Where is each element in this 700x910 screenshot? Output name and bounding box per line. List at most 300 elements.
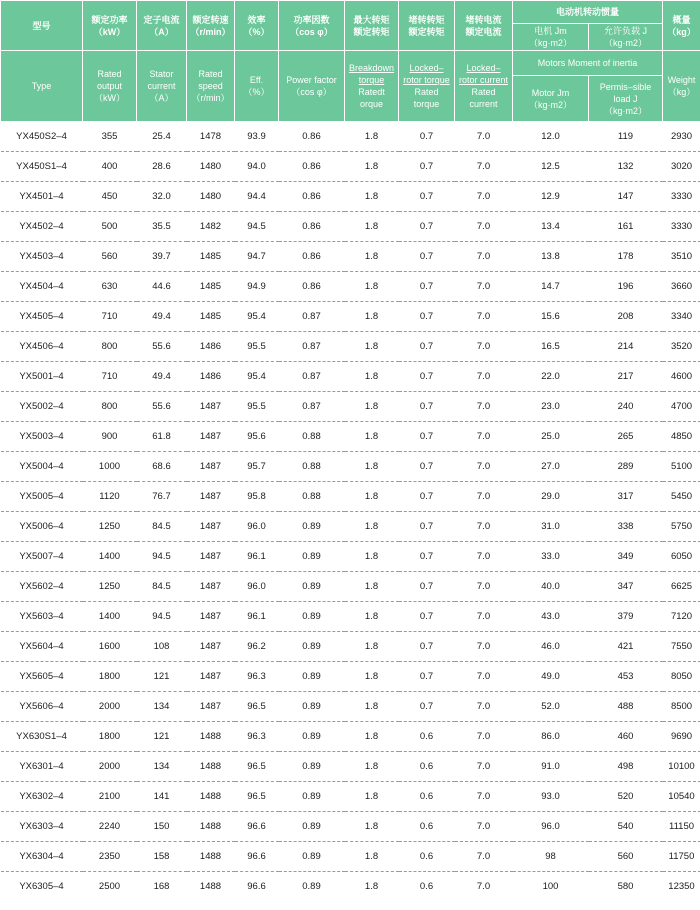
header-en-breakdown — [345, 51, 399, 122]
cell-weight: 3020 — [663, 152, 700, 182]
cell-power: 1600 — [83, 632, 137, 662]
header-en-breakdown-bottom: Ratedt orque — [358, 87, 385, 109]
header-en-pf: Power factor （cos φ） — [279, 51, 345, 122]
cell-max-torque: 1.8 — [345, 182, 399, 212]
cell-current: 76.7 — [137, 482, 187, 512]
cell-max-torque: 1.8 — [345, 122, 399, 152]
cell-pf: 0.89 — [279, 782, 345, 812]
header-en-model: Type — [1, 51, 83, 122]
cell-motor-jm: 15.6 — [513, 302, 589, 332]
table-row — [1, 752, 700, 782]
table-row — [1, 632, 700, 662]
cell-motor-jm: 93.0 — [513, 782, 589, 812]
cell-load-j: 560 — [589, 842, 663, 872]
cell-model: YX5602–4 — [1, 572, 83, 602]
cell-model: YX5002–4 — [1, 392, 83, 422]
cell-motor-jm: 16.5 — [513, 332, 589, 362]
cell-current: 61.8 — [137, 422, 187, 452]
cell-pf: 0.89 — [279, 572, 345, 602]
cell-pf: 0.89 — [279, 632, 345, 662]
cell-pf: 0.86 — [279, 272, 345, 302]
table-row — [1, 302, 700, 332]
cell-load-j: 132 — [589, 152, 663, 182]
cell-speed: 1482 — [187, 212, 235, 242]
cell-motor-jm: 46.0 — [513, 632, 589, 662]
cell-load-j: 421 — [589, 632, 663, 662]
cell-load-j: 119 — [589, 122, 663, 152]
cell-model: YX4506–4 — [1, 332, 83, 362]
cell-max-torque: 1.8 — [345, 362, 399, 392]
cell-weight: 5100 — [663, 452, 700, 482]
cell-load-j: 178 — [589, 242, 663, 272]
cell-power: 2000 — [83, 752, 137, 782]
cell-max-torque: 1.8 — [345, 152, 399, 182]
cell-locked-torque: 0.6 — [399, 752, 455, 782]
table-row — [1, 272, 700, 302]
cell-load-j: 217 — [589, 362, 663, 392]
cell-load-j: 338 — [589, 512, 663, 542]
cell-speed: 1487 — [187, 632, 235, 662]
cell-pf: 0.88 — [279, 422, 345, 452]
cell-current: 141 — [137, 782, 187, 812]
cell-speed: 1480 — [187, 182, 235, 212]
cell-speed: 1488 — [187, 722, 235, 752]
cell-locked-torque: 0.7 — [399, 242, 455, 272]
cell-load-j: 208 — [589, 302, 663, 332]
cell-power: 800 — [83, 392, 137, 422]
cell-model: YX6302–4 — [1, 782, 83, 812]
cell-speed: 1487 — [187, 542, 235, 572]
cell-current: 108 — [137, 632, 187, 662]
cell-pf: 0.89 — [279, 722, 345, 752]
header-zh-load-j: 允许负载 J （kg·m2） — [589, 24, 663, 51]
cell-power: 1800 — [83, 722, 137, 752]
cell-locked-current: 7.0 — [455, 152, 513, 182]
cell-max-torque: 1.8 — [345, 662, 399, 692]
cell-eff: 93.9 — [235, 122, 279, 152]
header-zh-locked-torque: 堵转转矩 额定转矩 — [399, 1, 455, 51]
header-en-motor-jm: Motor Jm （kg·m2） — [513, 76, 589, 122]
table-row — [1, 662, 700, 692]
cell-pf: 0.86 — [279, 242, 345, 272]
cell-motor-jm: 14.7 — [513, 272, 589, 302]
cell-motor-jm: 49.0 — [513, 662, 589, 692]
cell-weight: 10100 — [663, 752, 700, 782]
cell-load-j: 498 — [589, 752, 663, 782]
cell-load-j: 265 — [589, 422, 663, 452]
cell-pf: 0.89 — [279, 512, 345, 542]
cell-locked-torque: 0.7 — [399, 512, 455, 542]
cell-power: 710 — [83, 302, 137, 332]
table-row — [1, 332, 700, 362]
cell-power: 500 — [83, 212, 137, 242]
cell-power: 1400 — [83, 602, 137, 632]
cell-model: YX450S1–4 — [1, 152, 83, 182]
header-zh-motor-jm: 电机 Jm （kg·m2） — [513, 24, 589, 51]
cell-pf: 0.89 — [279, 662, 345, 692]
cell-load-j: 289 — [589, 452, 663, 482]
cell-weight: 2930 — [663, 122, 700, 152]
cell-weight: 9690 — [663, 722, 700, 752]
cell-current: 68.6 — [137, 452, 187, 482]
cell-weight: 3330 — [663, 182, 700, 212]
cell-speed: 1488 — [187, 752, 235, 782]
cell-current: 168 — [153, 881, 170, 892]
cell-max-torque: 1.8 — [345, 452, 399, 482]
cell-load-j: 580 — [617, 881, 634, 892]
cell-motor-jm: 100 — [542, 881, 559, 892]
cell-speed: 1487 — [187, 392, 235, 422]
cell-power: 560 — [83, 242, 137, 272]
header-zh-max-torque: 最大转矩 额定转矩 — [345, 1, 399, 51]
cell-model: YX4502–4 — [1, 212, 83, 242]
cell-eff: 96.5 — [235, 752, 279, 782]
cell-power: 2000 — [83, 692, 137, 722]
cell-current: 44.6 — [137, 272, 187, 302]
cell-power: 450 — [83, 182, 137, 212]
cell-power: 2500 — [98, 881, 121, 892]
header-zh-model: 型号 — [1, 1, 83, 51]
cell-current: 134 — [137, 692, 187, 722]
cell-model: YX6304–4 — [1, 842, 83, 872]
cell-locked-torque: 0.7 — [399, 152, 455, 182]
cell-speed: 1480 — [187, 152, 235, 182]
cell-locked-current: 7.0 — [455, 512, 513, 542]
cell-speed: 1488 — [187, 842, 235, 872]
cell-power: 800 — [83, 332, 137, 362]
cell-speed: 1478 — [187, 122, 235, 152]
cell-locked-current: 7.0 — [455, 122, 513, 152]
cell-power: 1000 — [83, 452, 137, 482]
header-en-weight: Weight （kg） — [663, 51, 700, 122]
cell-current: 150 — [137, 812, 187, 842]
cell-eff: 95.6 — [235, 422, 279, 452]
cell-eff: 95.8 — [235, 482, 279, 512]
cell-weight: 3660 — [663, 272, 700, 302]
cell-model: YX5003–4 — [1, 422, 83, 452]
cell-pf: 0.89 — [279, 752, 345, 782]
cell-weight: 8050 — [663, 662, 700, 692]
table-row — [1, 602, 700, 632]
cell-load-j: 240 — [589, 392, 663, 422]
cell-locked-torque: 0.6 — [399, 812, 455, 842]
cell-model: YX630S1–4 — [1, 722, 83, 752]
cell-model: YX450S2–4 — [1, 122, 83, 152]
cell-power: 355 — [83, 122, 137, 152]
cell-locked-torque: 0.7 — [399, 212, 455, 242]
cell-pf: 0.89 — [279, 692, 345, 722]
cell-power: 710 — [83, 362, 137, 392]
cell-locked-current: 7.0 — [455, 602, 513, 632]
cell-model: YX4505–4 — [1, 302, 83, 332]
cell-eff: 95.5 — [235, 332, 279, 362]
cell-model: YX4503–4 — [1, 242, 83, 272]
header-zh-inertia-group: 电动机转动惯量 — [513, 1, 663, 24]
cell-model: YX4501–4 — [1, 182, 83, 212]
cell-pf: 0.88 — [279, 452, 345, 482]
cell-speed: 1488 — [199, 881, 222, 892]
cell-weight: 10540 — [663, 782, 700, 812]
cell-locked-current: 7.0 — [455, 632, 513, 662]
cell-power: 1250 — [83, 572, 137, 602]
cell-max-torque: 1.8 — [345, 392, 399, 422]
cell-weight: 6625 — [663, 572, 700, 602]
table-row — [1, 122, 700, 152]
cell-speed: 1488 — [187, 812, 235, 842]
cell-motor-jm: 98 — [513, 842, 589, 872]
cell-eff: 95.5 — [235, 392, 279, 422]
cell-max-torque: 1.8 — [345, 542, 399, 572]
cell-speed: 1487 — [187, 602, 235, 632]
cell-eff: 96.1 — [235, 542, 279, 572]
cell-max-torque: 1.8 — [345, 572, 399, 602]
cell-motor-jm: 52.0 — [513, 692, 589, 722]
header-en-breakdown-top: Breakdown torque — [348, 63, 395, 85]
cell-locked-current: 7.0 — [455, 662, 513, 692]
cell-current: 121 — [137, 722, 187, 752]
header-en-locked-torque-top: Locked– rotor torque — [403, 63, 450, 85]
cell-motor-jm: 29.0 — [513, 482, 589, 512]
cell-max-torque: 1.8 — [364, 881, 379, 892]
cell-locked-torque: 0.7 — [399, 362, 455, 392]
cell-eff: 94.7 — [235, 242, 279, 272]
cell-motor-jm: 40.0 — [513, 572, 589, 602]
cell-load-j: 349 — [589, 542, 663, 572]
cell-current: 84.5 — [137, 512, 187, 542]
cell-pf: 0.89 — [279, 842, 345, 872]
cell-power: 2350 — [83, 842, 137, 872]
cell-current: 28.6 — [137, 152, 187, 182]
header-zh-speed: 额定转速 （r/min） — [187, 1, 235, 51]
cell-load-j: 453 — [589, 662, 663, 692]
cell-max-torque: 1.8 — [345, 302, 399, 332]
cell-speed: 1486 — [187, 362, 235, 392]
table-row — [1, 392, 700, 422]
cell-current: 134 — [137, 752, 187, 782]
table-row — [1, 722, 700, 752]
cell-max-torque: 1.8 — [345, 812, 399, 842]
cell-power: 2100 — [83, 782, 137, 812]
cell-eff: 96.5 — [235, 692, 279, 722]
cell-max-torque: 1.8 — [345, 422, 399, 452]
cell-speed: 1486 — [187, 332, 235, 362]
cell-max-torque: 1.8 — [345, 482, 399, 512]
cell-locked-torque: 0.7 — [399, 332, 455, 362]
cell-locked-torque: 0.7 — [399, 572, 455, 602]
cell-eff: 95.7 — [235, 452, 279, 482]
table-row — [1, 512, 700, 542]
cell-pf: 0.88 — [279, 482, 345, 512]
cell-model: YX6305–4 — [19, 881, 64, 892]
cell-weight: 3340 — [663, 302, 700, 332]
cell-locked-current: 7.0 — [455, 362, 513, 392]
cell-pf: 0.86 — [279, 212, 345, 242]
cell-power: 1800 — [83, 662, 137, 692]
cell-locked-torque: 0.7 — [399, 392, 455, 422]
cell-locked-current: 7.0 — [455, 332, 513, 362]
cell-current: 55.6 — [137, 392, 187, 422]
cell-weight: 3520 — [663, 332, 700, 362]
cell-locked-torque: 0.7 — [399, 692, 455, 722]
cell-motor-jm: 22.0 — [513, 362, 589, 392]
header-zh-weight: 概量 （kg） — [663, 1, 700, 51]
cell-eff: 94.0 — [235, 152, 279, 182]
cell-weight: 4850 — [663, 422, 700, 452]
cell-motor-jm: 13.4 — [513, 212, 589, 242]
cell-eff: 96.1 — [235, 602, 279, 632]
table-row — [1, 362, 700, 392]
cell-locked-torque: 0.7 — [399, 302, 455, 332]
cell-load-j: 214 — [589, 332, 663, 362]
cell-eff: 94.4 — [235, 182, 279, 212]
cell-current: 55.6 — [137, 332, 187, 362]
cell-weight: 5750 — [663, 512, 700, 542]
cell-model: YX5603–4 — [1, 602, 83, 632]
cell-locked-torque: 0.6 — [399, 782, 455, 812]
cell-power: 630 — [83, 272, 137, 302]
cell-locked-torque: 0.7 — [399, 452, 455, 482]
cell-eff: 96.5 — [235, 782, 279, 812]
cell-weight: 11750 — [663, 842, 700, 872]
cell-model: YX5001–4 — [1, 362, 83, 392]
header-zh-locked-current: 堵转电流 额定电流 — [455, 1, 513, 51]
table-body — [1, 122, 700, 902]
cell-motor-jm: 31.0 — [513, 512, 589, 542]
cell-max-torque: 1.8 — [345, 752, 399, 782]
cell-locked-torque: 0.7 — [399, 482, 455, 512]
cell-model: YX5006–4 — [1, 512, 83, 542]
cell-locked-current: 7.0 — [455, 422, 513, 452]
cell-power: 1120 — [83, 482, 137, 512]
cell-model: YX5606–4 — [1, 692, 83, 722]
cell-max-torque: 1.8 — [345, 272, 399, 302]
cell-max-torque: 1.8 — [345, 842, 399, 872]
cell-weight: 3510 — [663, 242, 700, 272]
cell-locked-torque: 0.7 — [399, 602, 455, 632]
cell-load-j: 520 — [589, 782, 663, 812]
cell-current: 39.7 — [137, 242, 187, 272]
cell-motor-jm: 23.0 — [513, 392, 589, 422]
header-en-power: Rated output （kW） — [83, 51, 137, 122]
header-en-current: Stator current （A） — [137, 51, 187, 122]
cell-speed: 1487 — [187, 692, 235, 722]
header-zh-eff: 效率 （%） — [235, 1, 279, 51]
cell-locked-torque: 0.7 — [399, 182, 455, 212]
cell-load-j: 161 — [589, 212, 663, 242]
table-row — [1, 872, 700, 902]
cell-pf: 0.86 — [279, 182, 345, 212]
cell-weight: 8500 — [663, 692, 700, 722]
cell-locked-torque: 0.6 — [399, 842, 455, 872]
cell-locked-torque: 0.7 — [399, 542, 455, 572]
cell-max-torque: 1.8 — [345, 602, 399, 632]
cell-weight: 12350 — [668, 881, 695, 892]
cell-eff: 96.0 — [235, 572, 279, 602]
cell-current: 49.4 — [137, 362, 187, 392]
cell-motor-jm: 33.0 — [513, 542, 589, 572]
cell-pf: 0.89 — [279, 602, 345, 632]
cell-eff: 96.3 — [235, 722, 279, 752]
cell-pf: 0.87 — [279, 362, 345, 392]
cell-speed: 1487 — [187, 662, 235, 692]
cell-speed: 1487 — [187, 452, 235, 482]
cell-pf: 0.89 — [302, 881, 321, 892]
cell-power: 2240 — [83, 812, 137, 842]
cell-model: YX6303–4 — [1, 812, 83, 842]
cell-max-torque: 1.8 — [345, 242, 399, 272]
cell-load-j: 347 — [589, 572, 663, 602]
cell-eff: 96.6 — [235, 812, 279, 842]
cell-weight: 11150 — [663, 812, 700, 842]
cell-pf: 0.87 — [279, 332, 345, 362]
cell-weight: 4600 — [663, 362, 700, 392]
cell-load-j: 317 — [589, 482, 663, 512]
cell-locked-current: 7.0 — [455, 692, 513, 722]
cell-locked-current: 7.0 — [476, 881, 491, 892]
table-row — [1, 782, 700, 812]
cell-speed: 1485 — [187, 272, 235, 302]
cell-weight: 6050 — [663, 542, 700, 572]
header-row-english — [1, 51, 700, 76]
cell-max-torque: 1.8 — [345, 632, 399, 662]
cell-speed: 1487 — [187, 572, 235, 602]
table-row — [1, 482, 700, 512]
cell-load-j: 488 — [589, 692, 663, 722]
table-row — [1, 692, 700, 722]
cell-locked-current: 7.0 — [455, 812, 513, 842]
cell-model: YX4504–4 — [1, 272, 83, 302]
cell-locked-current: 7.0 — [455, 272, 513, 302]
cell-model: YX5605–4 — [1, 662, 83, 692]
table-row — [1, 812, 700, 842]
cell-weight: 4700 — [663, 392, 700, 422]
cell-motor-jm: 12.9 — [513, 182, 589, 212]
cell-eff: 96.3 — [235, 662, 279, 692]
cell-max-torque: 1.8 — [345, 722, 399, 752]
cell-load-j: 540 — [589, 812, 663, 842]
cell-motor-jm: 12.0 — [513, 122, 589, 152]
cell-current: 121 — [137, 662, 187, 692]
header-en-locked-current — [455, 51, 513, 122]
cell-eff: 94.5 — [235, 212, 279, 242]
cell-load-j: 460 — [589, 722, 663, 752]
cell-locked-current: 7.0 — [455, 212, 513, 242]
cell-locked-torque: 0.7 — [399, 662, 455, 692]
cell-eff: 95.4 — [235, 302, 279, 332]
cell-eff: 96.2 — [235, 632, 279, 662]
table-row — [1, 452, 700, 482]
cell-model: YX5007–4 — [1, 542, 83, 572]
cell-pf: 0.86 — [279, 152, 345, 182]
cell-locked-torque: 0.7 — [399, 122, 455, 152]
cell-weight: 7120 — [663, 602, 700, 632]
cell-current: 94.5 — [137, 542, 187, 572]
cell-max-torque: 1.8 — [345, 212, 399, 242]
cell-weight: 7550 — [663, 632, 700, 662]
cell-power: 1250 — [83, 512, 137, 542]
cell-speed: 1488 — [187, 782, 235, 812]
cell-motor-jm: 27.0 — [513, 452, 589, 482]
cell-locked-current: 7.0 — [455, 482, 513, 512]
cell-model: YX5604–4 — [1, 632, 83, 662]
cell-locked-current: 7.0 — [455, 302, 513, 332]
cell-locked-current: 7.0 — [455, 842, 513, 872]
cell-locked-current: 7.0 — [455, 722, 513, 752]
table-row — [1, 422, 700, 452]
header-en-locked-current-top: Locked– rotor current — [458, 63, 509, 85]
cell-speed: 1487 — [187, 482, 235, 512]
cell-load-j: 147 — [589, 182, 663, 212]
